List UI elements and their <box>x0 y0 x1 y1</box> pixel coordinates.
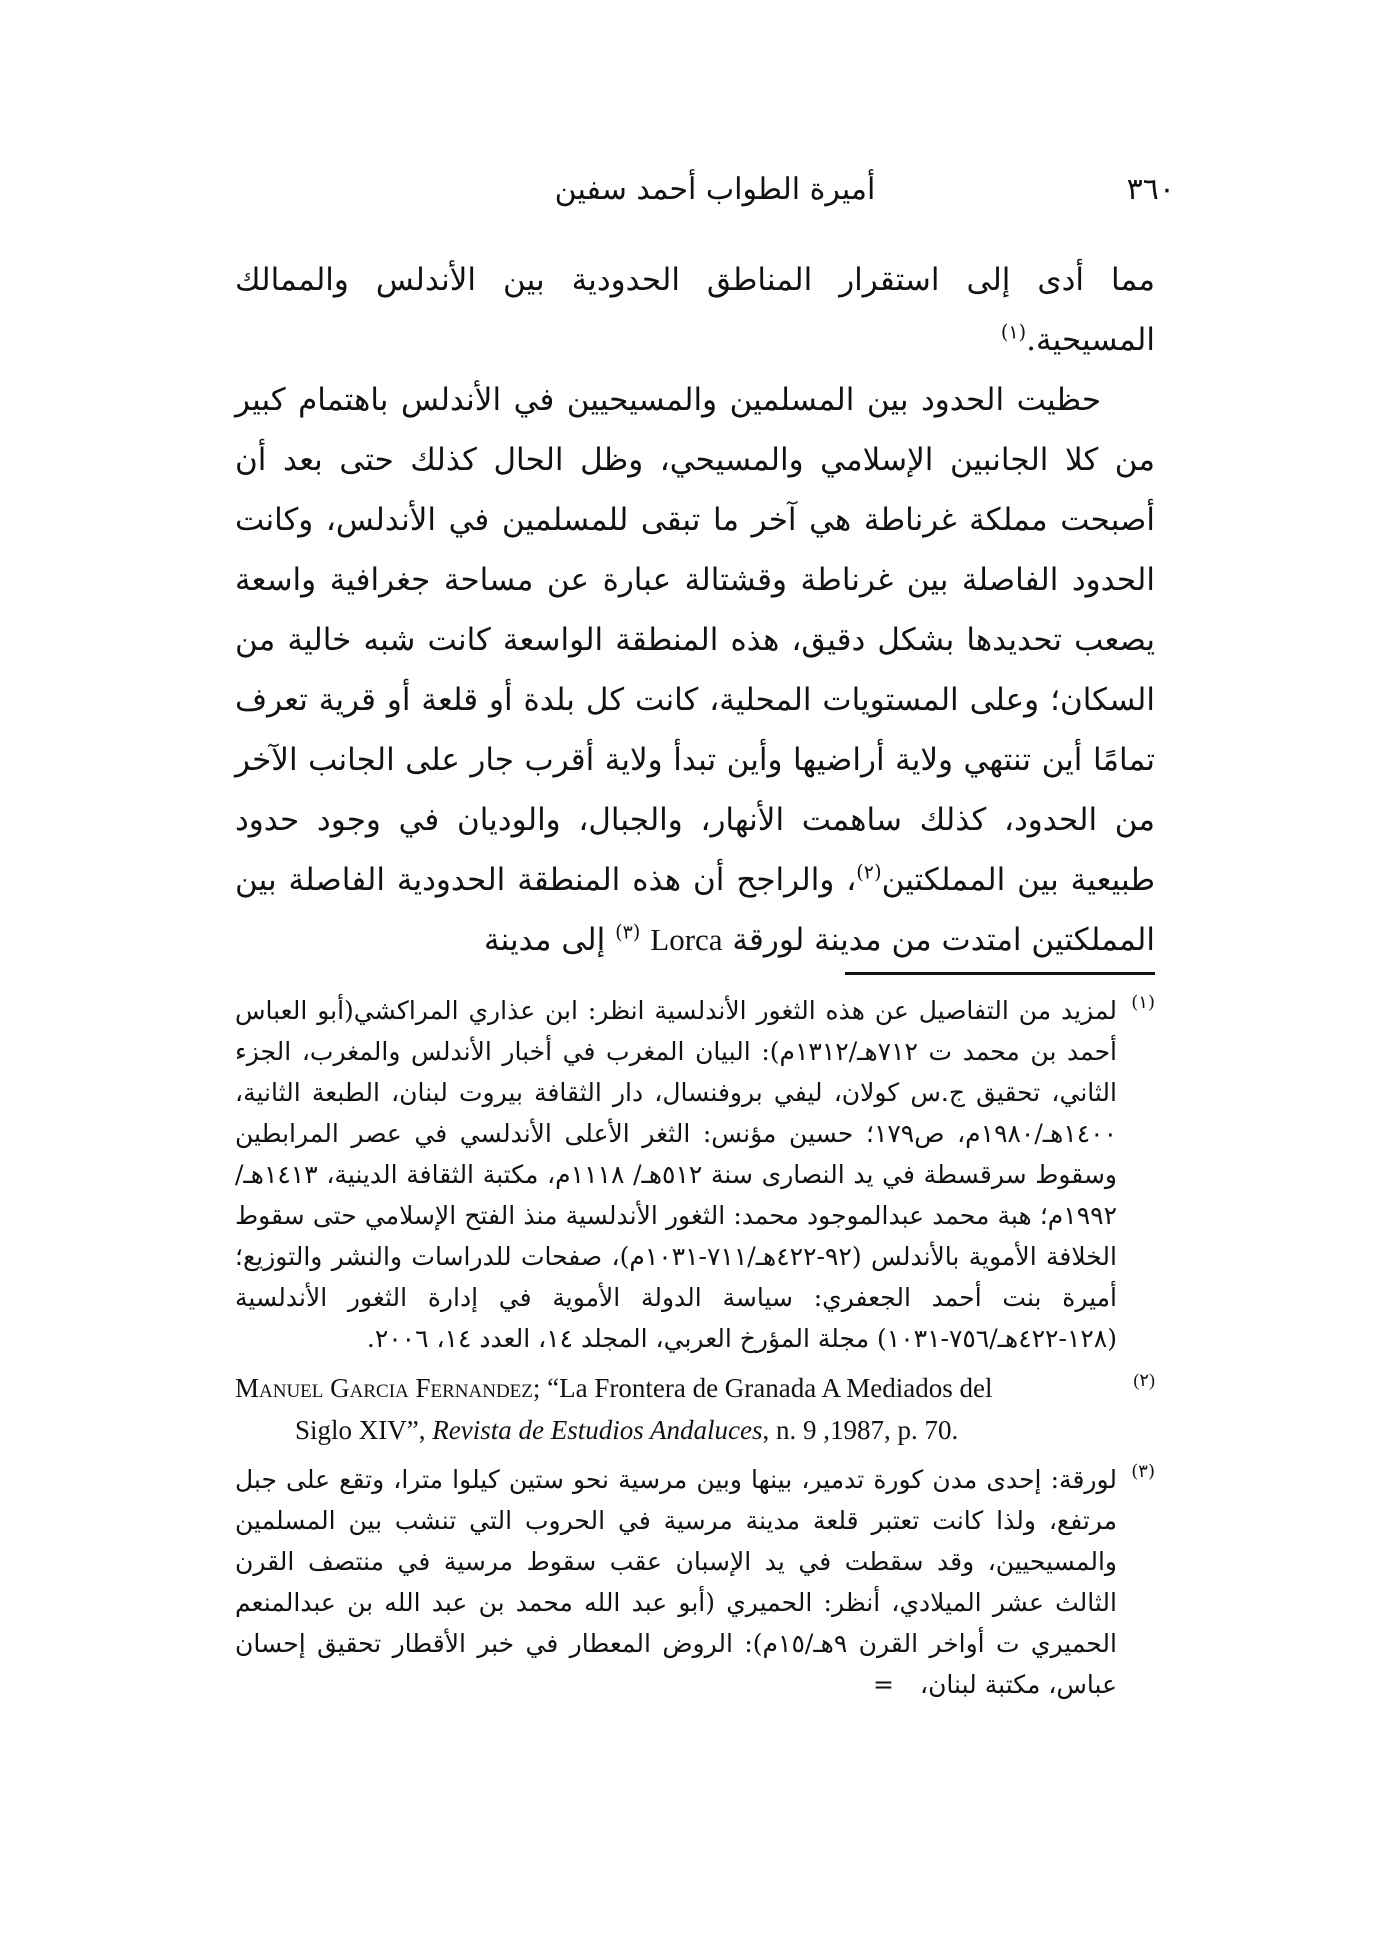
latin-term-lorca: Lorca <box>650 922 723 957</box>
footnote-2-author: Manuel Garcia Fernandez; <box>235 1373 541 1403</box>
footnote-continuation-marker: = <box>873 1670 894 1699</box>
footnote-1-marker: (١) <box>1131 992 1155 1013</box>
footnote-separator <box>845 972 1155 975</box>
paragraph-main-text-1: حظيت الحدود بين المسلمين والمسيحيين في الأندلس باهتمام كبير من كلا الجانبين الإسلامي والمسيحي، وظل الحال كذلك حتى بعد أن أصبحت مملكة غرناطة هي آخر ما تبقى للمسلمين في الأندلس، وكانت الحدود الفاصلة بين غرناطة وقشتالة عبارة عن مساحة جغرافية واسعة يصعب تحديدها بشكل دقيق، هذه المنطقة الواسعة كانت شبه خالية من السكان؛ وعلى المستويات المحلية، كانت كل بلدة أو قلعة أو قرية تعرف تمامًا أين تنتهي ولاية أراضيها وأين تبدأ ولاية أقرب جار على الجانب الآخر من الحدود، كذلك ساهمت الأنهار، والجبال، والوديان في وجود حدود طبيعية بين المملكتين <box>235 382 1155 898</box>
footnote-3-marker: (٣) <box>1131 1461 1155 1482</box>
footnote-2-title-end: Siglo XIV”, <box>295 1415 426 1445</box>
paragraph-continuation <box>235 250 1155 370</box>
footnote-ref-3: (٣) <box>615 920 641 944</box>
footnote-2-line2 <box>235 1409 1117 1451</box>
body-text <box>235 250 1155 970</box>
page-header <box>255 168 1175 212</box>
footnotes <box>235 990 1155 1713</box>
footnote-ref-1: (١) <box>1000 320 1027 344</box>
footnote-2-tail: , n. 9 ,1987, p. 70. <box>762 1415 959 1445</box>
footnote-3 <box>235 1459 1155 1705</box>
footnote-3-text: لورقة: إحدى مدن كورة تدمير، بينها وبين مرسية نحو ستين كيلوا مترا، وتقع على جبل مرتفع، ولذا كانت تعتبر قلعة مدينة مرسية في الحروب التي تنشب بين المسلمين والمسيحيين، وقد سقطت في يد الإسبان عقب سقوط مرسية في منتصف القرن الثالث عشر الميلادي، أنظر: الحميري (أبو عبد الله محمد بن عبد الله بن عبدالمنعم الحميري ت أواخر القرن ٩هـ/١٥م): الروض المعطار في خبر الأقطار تحقيق إحسان عباس، مكتبة لبنان، <box>235 1465 1117 1699</box>
footnote-2-journal: Revista de Estudios Andaluces <box>432 1415 763 1445</box>
paragraph-main <box>235 370 1155 970</box>
footnote-1 <box>235 990 1155 1359</box>
running-title: أميرة الطواب أحمد سفين <box>554 172 876 207</box>
footnote-2-marker: (٢) <box>1133 1370 1155 1390</box>
paragraph-main-text-3: إلى مدينة <box>483 922 606 958</box>
paragraph-continuation-text: مما أدى إلى استقرار المناطق الحدودية بين الأندلس والممالك المسيحية. <box>235 262 1155 358</box>
footnote-1-text: لمزيد من التفاصيل عن هذه الثغور الأندلسية انظر: ابن عذاري المراكشي(أبو العباس أحمد بن محمد ت ٧١٢هـ/١٣١٢م): البيان المغرب في أخبار الأندلس والمغرب، الجزء الثاني، تحقيق ج.س كولان، ليفي بروفنسال، دار الثقافة بيروت لبنان، الطبعة الثانية، ١٤٠٠هـ/١٩٨٠م، ص١٧٩؛ حسين مؤنس: الثغر الأعلى الأندلسي في عصر المرابطين وسقوط سرقسطة في يد النصارى سنة ٥١٢هـ/ ١١١٨م، مكتبة الثقافة الدينية، ١٤١٣هـ/١٩٩٢م؛ هبة محمد عبدالموجود محمد: الثغور الأندلسية منذ الفتح الإسلامي حتى سقوط الخلافة الأموية بالأندلس (٩٢-٤٢٢هـ/٧١١-١٠٣١م)، صفحات للدراسات والنشر والتوزيع؛ أميرة بنت أحمد الجعفري: سياسة الدولة الأموية في إدارة الثغور الأندلسية (١٢٨-٤٢٢هـ/٧٥٦-١٠٣١) مجلة المؤرخ العربي، المجلد ١٤، العدد ١٤، ٢٠٠٦. <box>235 996 1118 1353</box>
footnote-2-title: “La Frontera de Granada A Mediados del <box>547 1373 993 1403</box>
footnote-ref-2: (٢) <box>856 860 882 884</box>
footnote-2 <box>235 1367 1155 1451</box>
paragraph-main-text-2: ، والراجح أن هذه المنطقة الحدودية الفاصلة بين المملكتين امتدت من مدينة لورقة <box>235 862 1155 958</box>
page-number: ٣٦٠ <box>1126 172 1175 207</box>
